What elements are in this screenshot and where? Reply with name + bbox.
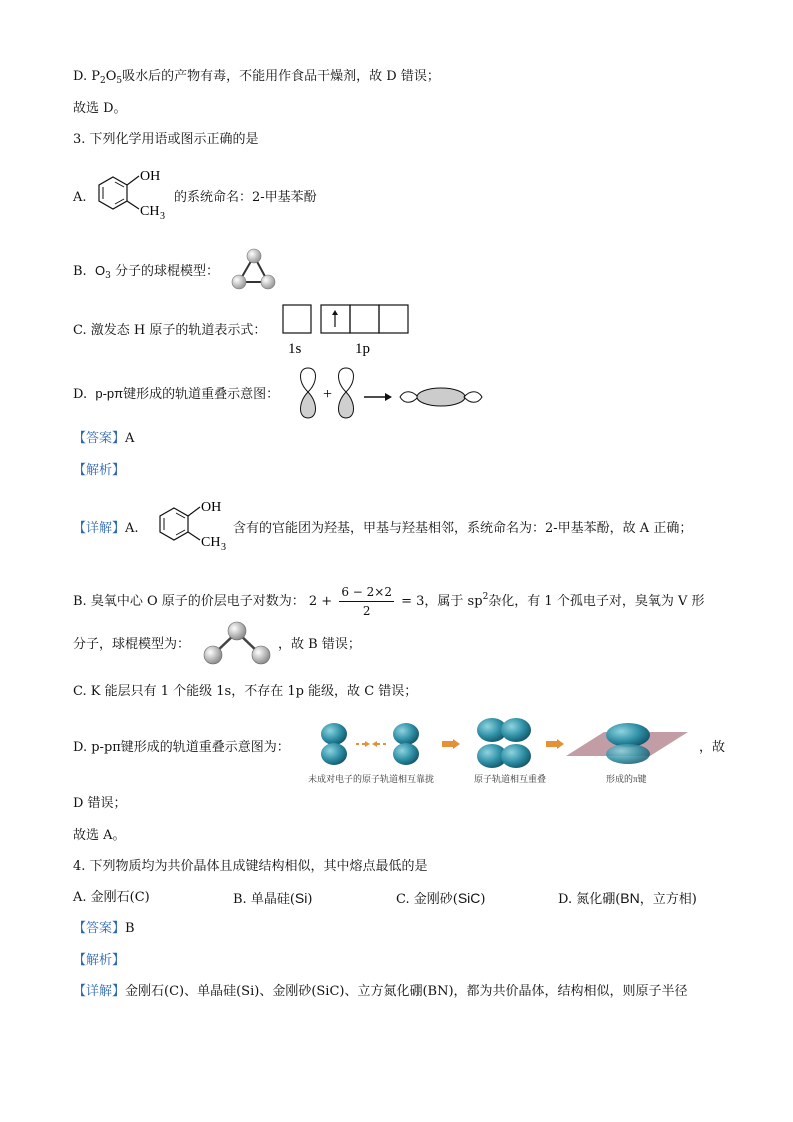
answer-line (73, 430, 134, 448)
atom (204, 646, 222, 664)
answer-value: A (125, 431, 135, 446)
detail-d-line2: D 错误； (73, 796, 127, 811)
p-orbital-2 (339, 368, 354, 418)
ppi-overlap-diagram (296, 364, 486, 422)
q4-option-a: A. 金刚石(C) (73, 890, 150, 905)
detail-b-rest2: 杂化，有 1 个孤电子对，臭氧为 V 形 (488, 594, 705, 609)
option-d (73, 385, 279, 404)
detail-q4-text: 金刚石(C)、单晶硅(Si)、金刚砂(SiC)、立方氮化硼(BN)，都为共价晶体，结构相似，则原子半径 (125, 984, 688, 999)
option-b-label: B. (73, 264, 87, 279)
detail-q4 (73, 983, 688, 1001)
label-1p: 1p (355, 341, 370, 357)
detail-b (73, 583, 705, 620)
fraction (339, 583, 394, 620)
atom (252, 646, 270, 664)
q4-option-b (233, 889, 312, 909)
text: ) (480, 892, 486, 907)
detail-a-text: 含有的官能团为羟基，甲基与羟基相邻，系统命名为：2-甲基苯酚，故 A 正确； (233, 521, 693, 536)
pi-bond-formation-figure (304, 712, 694, 788)
o3-subscript: 3 (105, 271, 111, 281)
caption-3: 形成的π键 (606, 774, 647, 784)
subscript: 5 (116, 76, 123, 86)
option-b (73, 262, 219, 285)
atom (261, 275, 275, 289)
line-d-p2o5 (73, 68, 440, 90)
detail-b-prefix: B. 臭氧中心 O 原子的价层电子对数为： (73, 594, 305, 609)
detail-b-eq: = 3 (401, 594, 425, 609)
detail-bracket: 【详解】 (73, 984, 126, 999)
ch3-subscript: 3 (160, 211, 165, 222)
methylphenol-structure-detail (154, 494, 234, 554)
atom (232, 275, 246, 289)
ch3-label: CH (140, 204, 160, 219)
text: ，立方相) (639, 892, 697, 907)
option-d-label: D. (73, 387, 88, 402)
orbital-box-1p-3 (379, 305, 408, 333)
orbital-diagram (281, 303, 413, 359)
option-c-text: C. 激发态 H 原子的轨道表示式： (73, 323, 267, 338)
line-choose-d: 故选 D。 (73, 101, 127, 116)
option-a-label: A. (73, 190, 87, 205)
answer-value: B (125, 921, 135, 936)
caption-2: 原子轨道相互重叠 (474, 774, 547, 784)
option-b-text: 分子的球棍模型： (114, 264, 219, 279)
q4-option-d (558, 889, 697, 909)
analysis-label: 【解析】 (73, 463, 126, 478)
o3-triangle-model (228, 246, 278, 292)
text: B. 单晶硅( (233, 892, 295, 907)
detail-d-end: ，故 (699, 740, 726, 755)
text: D. P (73, 69, 100, 84)
question-4: 4. 下列物质均为共价晶体且成键结构相似，其中熔点最低的是 (73, 859, 428, 874)
choose-a: 故选 A。 (73, 828, 126, 843)
fraction-numerator: 6 − 2×2 (339, 583, 394, 602)
answer-line-2 (73, 920, 135, 938)
label-1s: 1s (288, 341, 302, 357)
answer-bracket: 【答案】 (73, 431, 126, 446)
text: D. 氮化硼( (558, 892, 621, 907)
text: C. 金刚砂( (396, 892, 458, 907)
option-a-text: 的系统命名：2-甲基苯酚 (174, 190, 317, 205)
oh-label: OH (140, 169, 161, 184)
p-orbital-1 (301, 368, 316, 418)
text: 吸水后的产物有毒，不能用作食品干燥剂，故 D 错误； (122, 69, 440, 84)
plus-sign: + (323, 386, 333, 403)
ppi-label: p-pπ (95, 386, 124, 401)
subscript: 2 (99, 76, 106, 86)
analysis-label-2: 【解析】 (73, 953, 126, 968)
si-formula: Si (294, 890, 308, 906)
detail-bracket: 【详解】 (73, 521, 126, 536)
ch3-label: CH (201, 535, 221, 550)
o3-v-shape-model (200, 620, 274, 668)
detail-b-line2-end: ，故 B 错误； (278, 637, 361, 652)
detail-b-line2: 分子，球棍模型为： (73, 637, 191, 652)
detail-b-rest1: ，属于 sp (424, 594, 483, 609)
sic-formula: SiC (457, 890, 481, 906)
orbital-box-1p-2 (350, 305, 379, 333)
detail-a (73, 520, 139, 538)
oh-label: OH (201, 500, 222, 515)
o3-formula: O (94, 263, 106, 278)
answer-bracket: 【答案】 (73, 921, 126, 936)
bn-formula: BN (620, 890, 640, 906)
methylphenol-structure-a (93, 163, 173, 223)
atom (228, 622, 246, 640)
caption-1: 未成对电子的原子轨道相互靠拢 (308, 774, 435, 784)
orbital-box-1s (283, 305, 311, 333)
question-3: 3. 下列化学用语或图示正确的是 (73, 132, 259, 147)
sigma-overlap (400, 388, 482, 406)
detail-b-two: 2 + (308, 594, 333, 609)
fraction-denominator: 2 (362, 604, 371, 618)
sp2-superscript: 2 (482, 592, 489, 602)
detail-a-label: A. (125, 521, 139, 536)
detail-d: D. p-pπ键形成的轨道重叠示意图为： (73, 740, 290, 755)
option-d-text: 键形成的轨道重叠示意图： (123, 387, 280, 402)
atom (247, 249, 261, 263)
text: O (105, 69, 117, 84)
detail-c: C. K 能层只有 1 个能级 1s，不存在 1p 能级，故 C 错误； (73, 684, 418, 699)
ch3-subscript: 3 (221, 542, 226, 553)
text: ) (307, 892, 313, 907)
q4-option-c (396, 889, 485, 909)
